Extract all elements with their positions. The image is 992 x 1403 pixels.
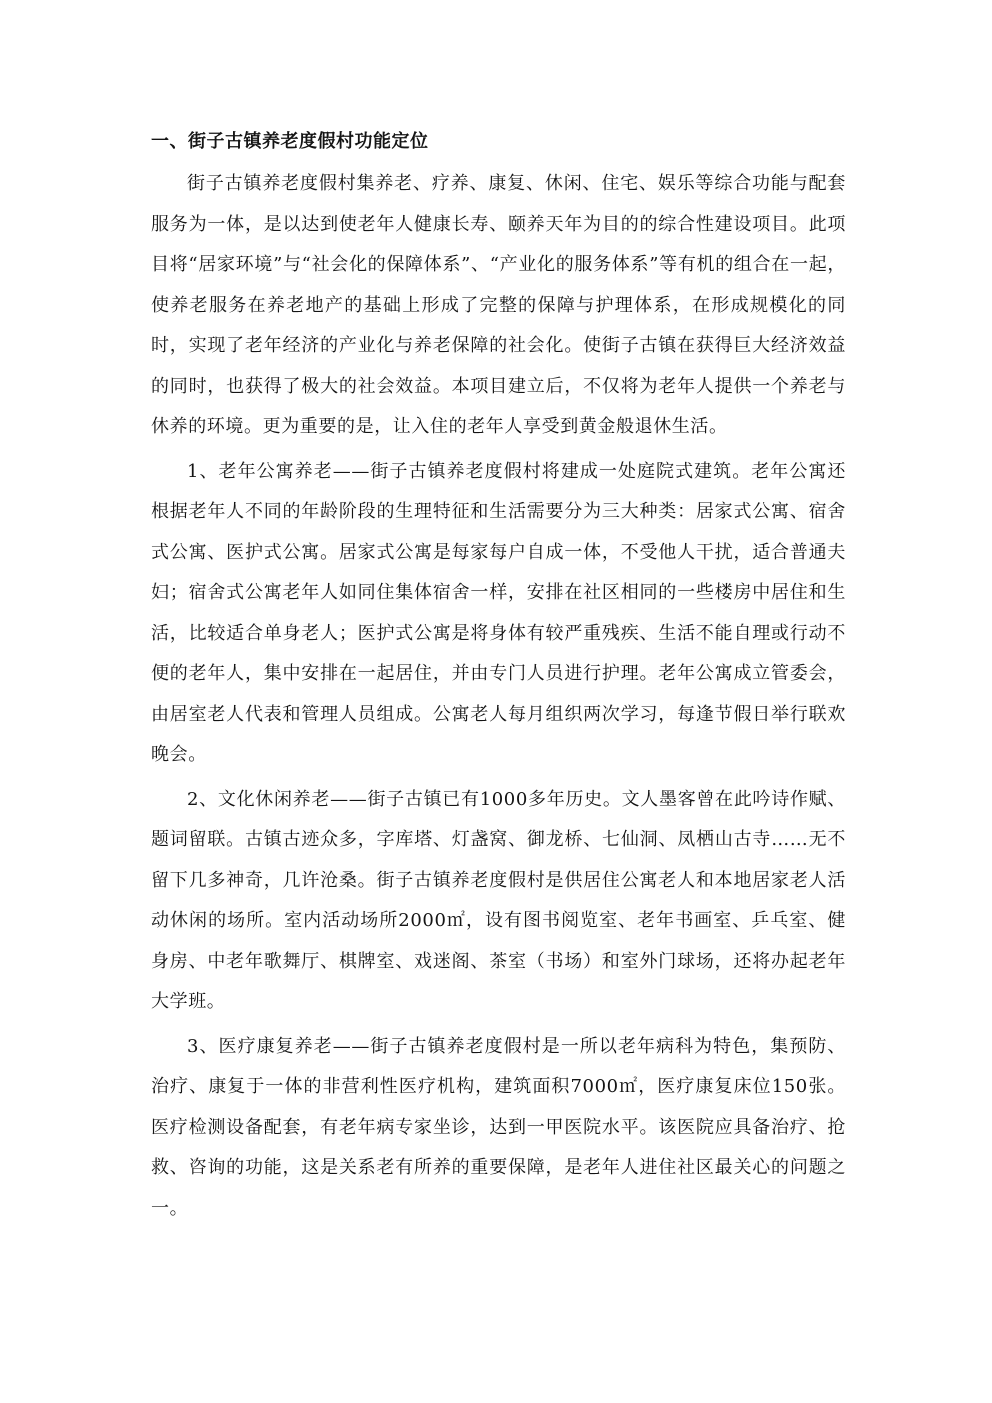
document-body	[151, 127, 846, 1229]
section-heading: 一、街子古镇养老度假村功能定位	[151, 131, 429, 152]
paragraph-cultural-leisure: 2、文化休闲养老——街子古镇已有1000多年历史。文人墨客曾在此吟诗作赋、题词留联。古镇古迹众多，字库塔、灯盏窝、御龙桥、七仙洞、凤栖山古寺……无不留下几多神奇，几许沧桑。街子古镇养老度假村是供居住公寓老人和本地居家老人活动休闲的场所。室内活动场所2000㎡，设有图书阅览室、老年书画室、乒乓室、健身房、中老年歌舞厅、棋牌室、戏迷阁、茶室（书场）和室外门球场，还将办起老年大学班。	[151, 788, 846, 1012]
paragraph-medical-rehab: 3、医疗康复养老——街子古镇养老度假村是一所以老年病科为特色，集预防、治疗、康复于一体的非营利性医疗机构，建筑面积7000㎡，医疗康复床位150张。医疗检测设备配套，有老年病专家坐诊，达到一甲医院水平。该医院应具备治疗、抢救、咨询的功能，这是关系老有所养的重要保障，是老年人进住社区最关心的问题之一。	[151, 1035, 846, 1219]
paragraph-overview: 街子古镇养老度假村集养老、疗养、康复、休闲、住宅、娱乐等综合功能与配套服务为一体，是以达到使老年人健康长寿、颐养天年为目的的综合性建设项目。此项目将“居家环境”与“社会化的保障体系”、“产业化的服务体系”等有机的组合在一起，使养老服务在养老地产的基础上形成了完整的保障与护理体系，在形成规模化的同时，实现了老年经济的产业化与养老保障的社会化。使街子古镇在获得巨大经济效益的同时，也获得了极大的社会效益。本项目建立后，不仅将为老年人提供一个养老与休养的环境。更为重要的是，让入住的老年人享受到黄金般退休生活。	[151, 173, 846, 437]
paragraph-apartment-care: 1、老年公寓养老——街子古镇养老度假村将建成一处庭院式建筑。老年公寓还根据老年人不同的年龄阶段的生理特征和生活需要分为三大种类：居家式公寓、宿舍式公寓、医护式公寓。居家式公寓是每家每户自成一体，不受他人干扰，适合普通夫妇；宿舍式公寓老年人如同住集体宿舍一样，安排在社区相同的一些楼房中居住和生活，比较适合单身老人；医护式公寓是将身体有较严重残疾、生活不能自理或行动不便的老年人，集中安排在一起居住，并由专门人员进行护理。老年公寓成立管委会，由居室老人代表和管理人员组成。公寓老人每月组织两次学习，每逢节假日举行联欢晚会。	[151, 460, 846, 765]
